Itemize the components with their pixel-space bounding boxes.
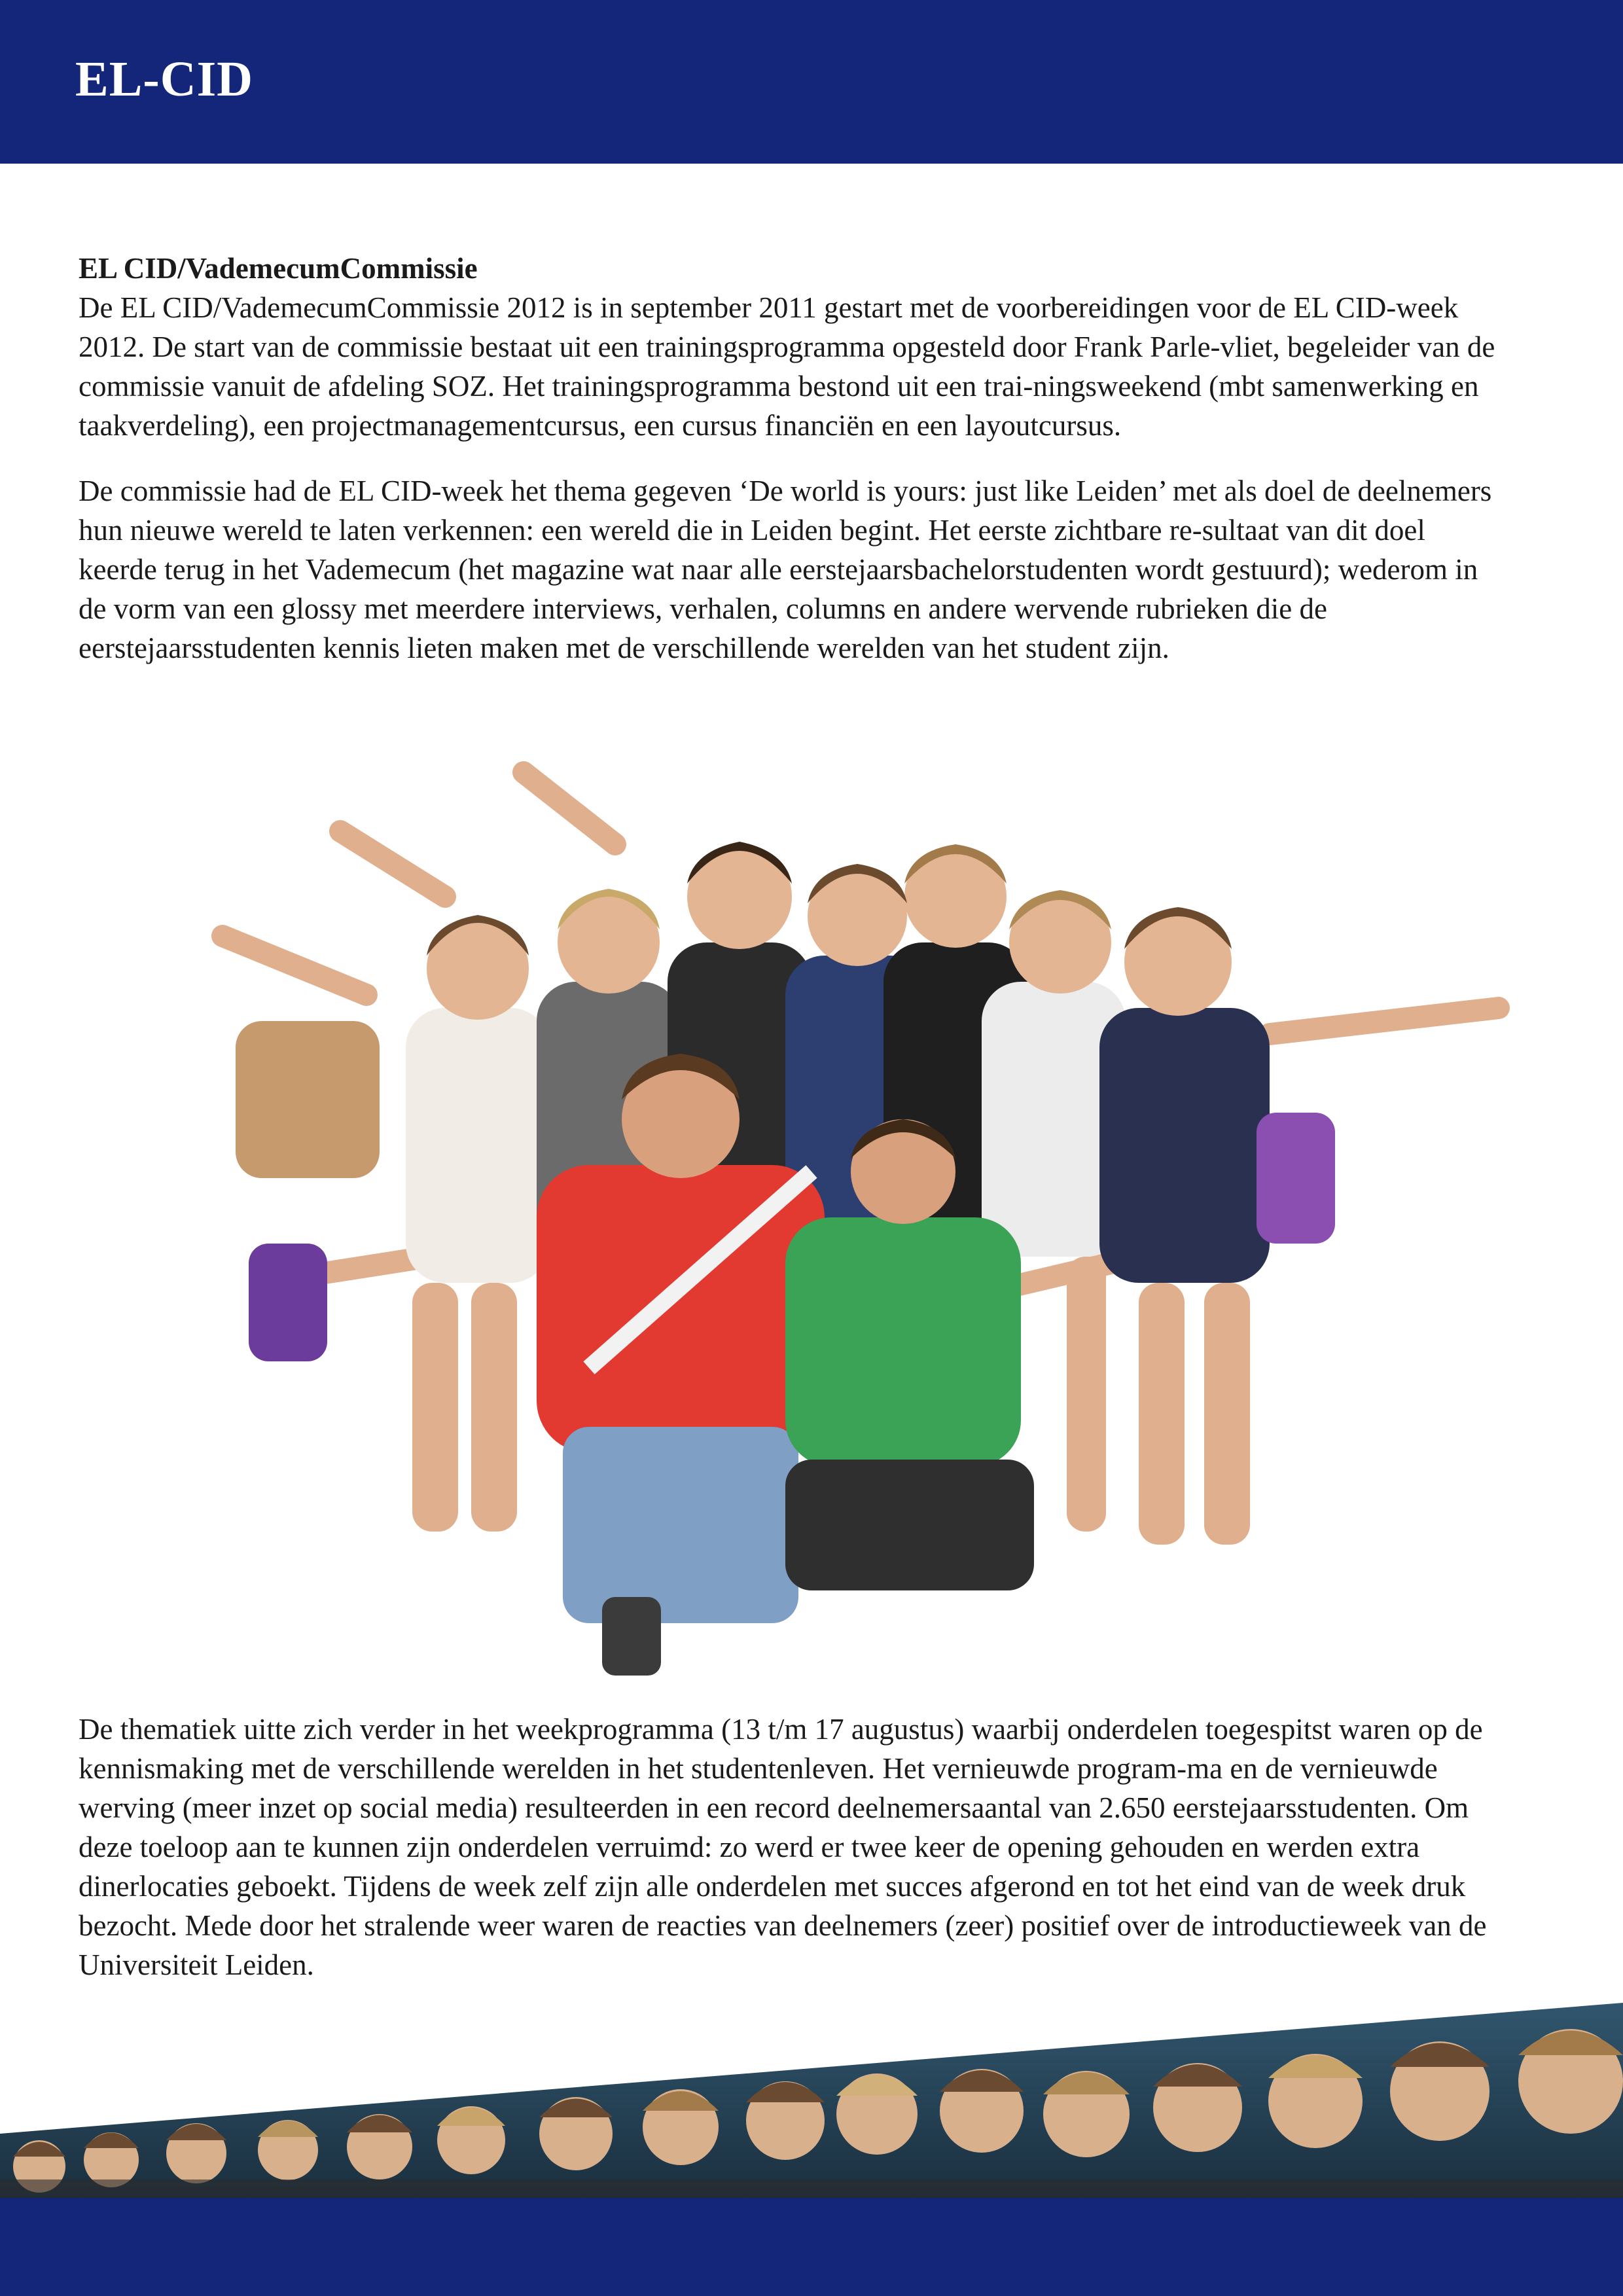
header-title: EL-CID [75, 52, 254, 107]
paragraph-3: De thematiek uitte zich verder in het weekprogramma (13 t/m 17 augustus) waarbij onderdelen toegespitst waren op de kennismaking met de verschillende werelden in het studentenleven. Het vernieuwde program-ma en de vernieuwde werving (meer inzet op social media) resulteerden in een record deelnemersaantal van 2.650 eerstejaarsstudenten. Om deze toeloop aan te kunnen zijn onderdelen verruimd: zo werd er twee keer de opening gehouden en werden extra dinerlocaties geboekt. Tijdens de week zelf zijn alle onderdelen met succes afgerond en tot het eind van de week druk bezocht. Mede door het stralende weer waren de reacties van deelnemers (zeer) positief over de introductieweek van de Universiteit Leiden. [79, 1713, 1487, 1981]
audience-crowd-photo [0, 2003, 1623, 2199]
section-heading: EL CID/VademecumCommissie [79, 252, 478, 285]
article-first-paragraph [79, 249, 1505, 445]
group-of-students-photo [196, 746, 1518, 1702]
paragraph-1: De EL CID/VademecumCommissie 2012 is in september 2011 gestart met de voorbereidingen voor de EL CID-week 2012. De start van de commissie bestaat uit een trainingsprogramma opgesteld door Frank Parle-vliet, begeleider van de commissie vanuit de afdeling SOZ. Het trainingsprogramma bestond uit een trai-ningsweekend (mbt samenwerking en taakverdeling), een projectmanagementcursus, een cursus financiën en een layoutcursus. [79, 291, 1495, 442]
article-intro [79, 249, 1505, 668]
page-header [0, 0, 1623, 164]
article-outro [79, 1710, 1505, 1984]
page-footer-bar [0, 2198, 1623, 2296]
paragraph-2: De commissie had de EL CID-week het thema gegeven ‘De world is yours: just like Leiden’ met als doel de deelnemers hun nieuwe wereld te laten verkennen: een wereld die in Leiden begint. Het eerste zichtbare re-sultaat van dit doel keerde terug in het Vademecum (het magazine wat naar alle eerstejaarsbachelorstudenten wordt gestuurd); wederom in de vorm van een glossy met meerdere interviews, verhalen, columns en andere wervende rubrieken die de eerstejaarsstudenten kennis lieten maken met de verschillende werelden van het student zijn. [79, 475, 1492, 664]
